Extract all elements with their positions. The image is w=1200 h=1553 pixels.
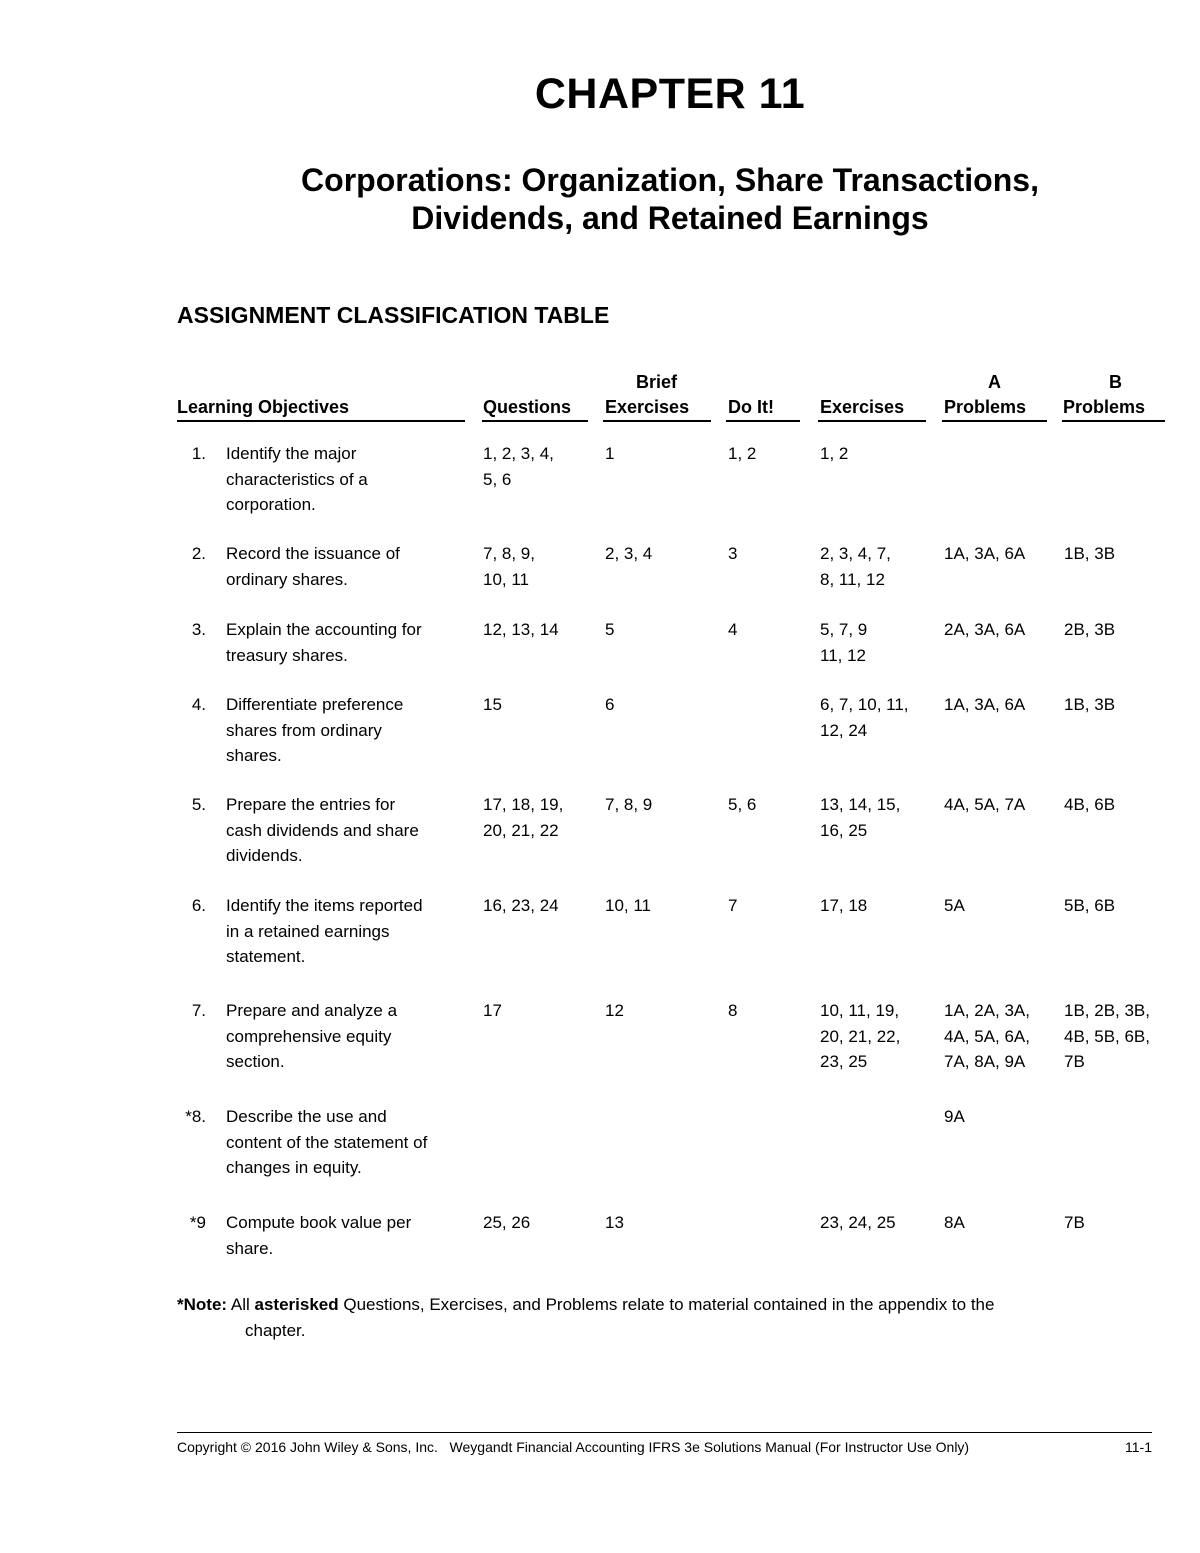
questions-cell: 12, 13, 14 xyxy=(483,620,559,639)
objective-number: 5. xyxy=(191,795,206,814)
questions-cell: 25, 26 xyxy=(483,1213,531,1232)
questions-cell: 16, 23, 24 xyxy=(483,896,559,915)
footer-rule xyxy=(177,1432,1152,1433)
b-problems-cell: 1B, 2B, 3B, 4B, 5B, 6B, 7B xyxy=(1064,1001,1150,1071)
note-text-end: chapter. xyxy=(245,1320,306,1340)
header-b-problems xyxy=(1063,370,1145,420)
header-underline xyxy=(603,420,711,422)
page-number: 11-1 xyxy=(1125,1439,1152,1455)
do-it-cell: 7 xyxy=(728,896,738,915)
chapter-subtitle-line-1: Corporations: Organization, Share Transactions, xyxy=(301,162,1039,198)
objective-text: Prepare and analyze a comprehensive equity section. xyxy=(226,1001,398,1071)
a-problems-cell: 1A, 2A, 3A, 4A, 5A, 6A, 7A, 8A, 9A xyxy=(944,1001,1030,1071)
header-underline xyxy=(818,420,926,422)
brief-exercises-cell: 1 xyxy=(605,444,615,463)
page-footer xyxy=(177,1439,1152,1455)
do-it-cell: 1, 2 xyxy=(728,444,757,463)
chapter-title: CHAPTER 11 xyxy=(534,70,806,118)
questions-cell: 7, 8, 9, 10, 11 xyxy=(483,544,535,589)
a-problems-cell: 5A xyxy=(944,896,965,915)
a-problems-cell: 8A xyxy=(944,1213,965,1232)
header-a-bottom: Problems xyxy=(944,397,1027,417)
header-b-bottom: Problems xyxy=(1063,397,1146,417)
header-learning-objectives: Learning Objectives xyxy=(177,397,350,417)
do-it-cell: 3 xyxy=(728,544,738,563)
a-problems-cell: 1A, 3A, 6A xyxy=(944,544,1026,563)
b-problems-cell: 1B, 3B xyxy=(1064,695,1116,714)
exercises-cell: 1, 2 xyxy=(820,444,849,463)
objective-number: 4. xyxy=(191,695,206,714)
brief-exercises-cell: 2, 3, 4 xyxy=(605,544,653,563)
brief-exercises-cell: 10, 11 xyxy=(605,896,652,915)
header-b-top: B xyxy=(1109,372,1122,392)
brief-exercises-cell: 12 xyxy=(605,1001,624,1020)
b-problems-cell: 1B, 3B xyxy=(1064,544,1116,563)
do-it-cell: 8 xyxy=(728,1001,738,1020)
exercises-cell: 13, 14, 15, 16, 25 xyxy=(820,795,901,840)
objective-number: *9 xyxy=(189,1213,206,1232)
objective-number: 3. xyxy=(191,620,206,639)
a-problems-cell: 9A xyxy=(944,1107,965,1126)
header-brief-top: Brief xyxy=(636,372,678,392)
exercises-cell: 6, 7, 10, 11, 12, 24 xyxy=(820,695,909,740)
b-problems-cell: 4B, 6B xyxy=(1064,795,1116,814)
header-underline xyxy=(1062,420,1165,422)
objective-text: Describe the use and content of the statement of changes in equity. xyxy=(226,1107,428,1177)
b-problems-cell: 5B, 6B xyxy=(1064,896,1116,915)
do-it-cell: 4 xyxy=(728,620,738,639)
exercises-cell: 23, 24, 25 xyxy=(820,1213,896,1232)
a-problems-cell: 1A, 3A, 6A xyxy=(944,695,1026,714)
header-underline xyxy=(726,420,800,422)
a-problems-cell: 2A, 3A, 6A xyxy=(944,620,1026,639)
header-questions: Questions xyxy=(483,397,572,417)
objective-number: 6. xyxy=(191,896,206,915)
header-a-top: A xyxy=(988,372,1001,392)
questions-cell: 17, 18, 19, 20, 21, 22 xyxy=(483,795,564,840)
objective-number: 2. xyxy=(191,544,206,563)
objective-text: Compute book value per share. xyxy=(226,1213,412,1258)
questions-cell: 17 xyxy=(483,1001,502,1020)
chapter-subtitle xyxy=(0,161,1200,237)
exercises-cell: 5, 7, 9 11, 12 xyxy=(820,620,868,665)
header-underline xyxy=(942,420,1047,422)
objective-text: Differentiate preference shares from ordinary shares. xyxy=(226,695,404,765)
brief-exercises-cell: 7, 8, 9 xyxy=(605,795,653,814)
b-problems-cell: 7B xyxy=(1064,1213,1085,1232)
brief-exercises-cell: 6 xyxy=(605,695,615,714)
do-it-cell: 5, 6 xyxy=(728,795,757,814)
note-text-start: All xyxy=(230,1295,250,1314)
objective-text: Identify the items reported in a retained earnings statement. xyxy=(226,896,423,966)
header-exercises: Exercises xyxy=(820,397,905,417)
questions-cell: 15 xyxy=(483,695,502,714)
objective-text: Explain the accounting for treasury shares. xyxy=(226,620,422,665)
header-brief-bottom: Exercises xyxy=(605,397,690,417)
b-problems-cell: 2B, 3B xyxy=(1064,620,1116,639)
chapter-subtitle-line-2: Dividends, and Retained Earnings xyxy=(411,200,929,236)
objective-number: 1. xyxy=(191,444,206,463)
note-text-middle: Questions, Exercises, and Problems relate to material contained in the appendix to the xyxy=(343,1295,995,1314)
header-underline xyxy=(177,420,465,422)
header-brief-exercises xyxy=(605,370,689,420)
copyright-text: Copyright © 2016 John Wiley & Sons, Inc. Weygandt Financial Accounting IFRS 3e Solutions Manual (For Instructor Use Only) xyxy=(177,1439,970,1455)
exercises-cell: 10, 11, 19, 20, 21, 22, 23, 25 xyxy=(820,1001,901,1071)
section-heading: ASSIGNMENT CLASSIFICATION TABLE xyxy=(177,302,610,328)
objective-text: Record the issuance of ordinary shares. xyxy=(226,544,400,589)
objective-text: Prepare the entries for cash dividends and share dividends. xyxy=(226,795,419,865)
header-underline xyxy=(482,420,588,422)
objective-text: Identify the major characteristics of a corporation. xyxy=(226,444,368,514)
exercises-cell: 2, 3, 4, 7, 8, 11, 12 xyxy=(820,544,891,589)
note-label: *Note: xyxy=(177,1295,228,1314)
exercises-cell: 17, 18 xyxy=(820,896,868,915)
objective-number: *8. xyxy=(185,1107,206,1126)
brief-exercises-cell: 5 xyxy=(605,620,615,639)
objective-number: 7. xyxy=(191,1001,206,1020)
note-emphasis: asterisked xyxy=(254,1295,339,1314)
header-do-it: Do It! xyxy=(728,397,774,417)
questions-cell: 1, 2, 3, 4, 5, 6 xyxy=(483,444,554,489)
brief-exercises-cell: 13 xyxy=(605,1213,624,1232)
header-a-problems xyxy=(944,370,1026,420)
appendix-note xyxy=(177,1292,1165,1343)
a-problems-cell: 4A, 5A, 7A xyxy=(944,795,1026,814)
